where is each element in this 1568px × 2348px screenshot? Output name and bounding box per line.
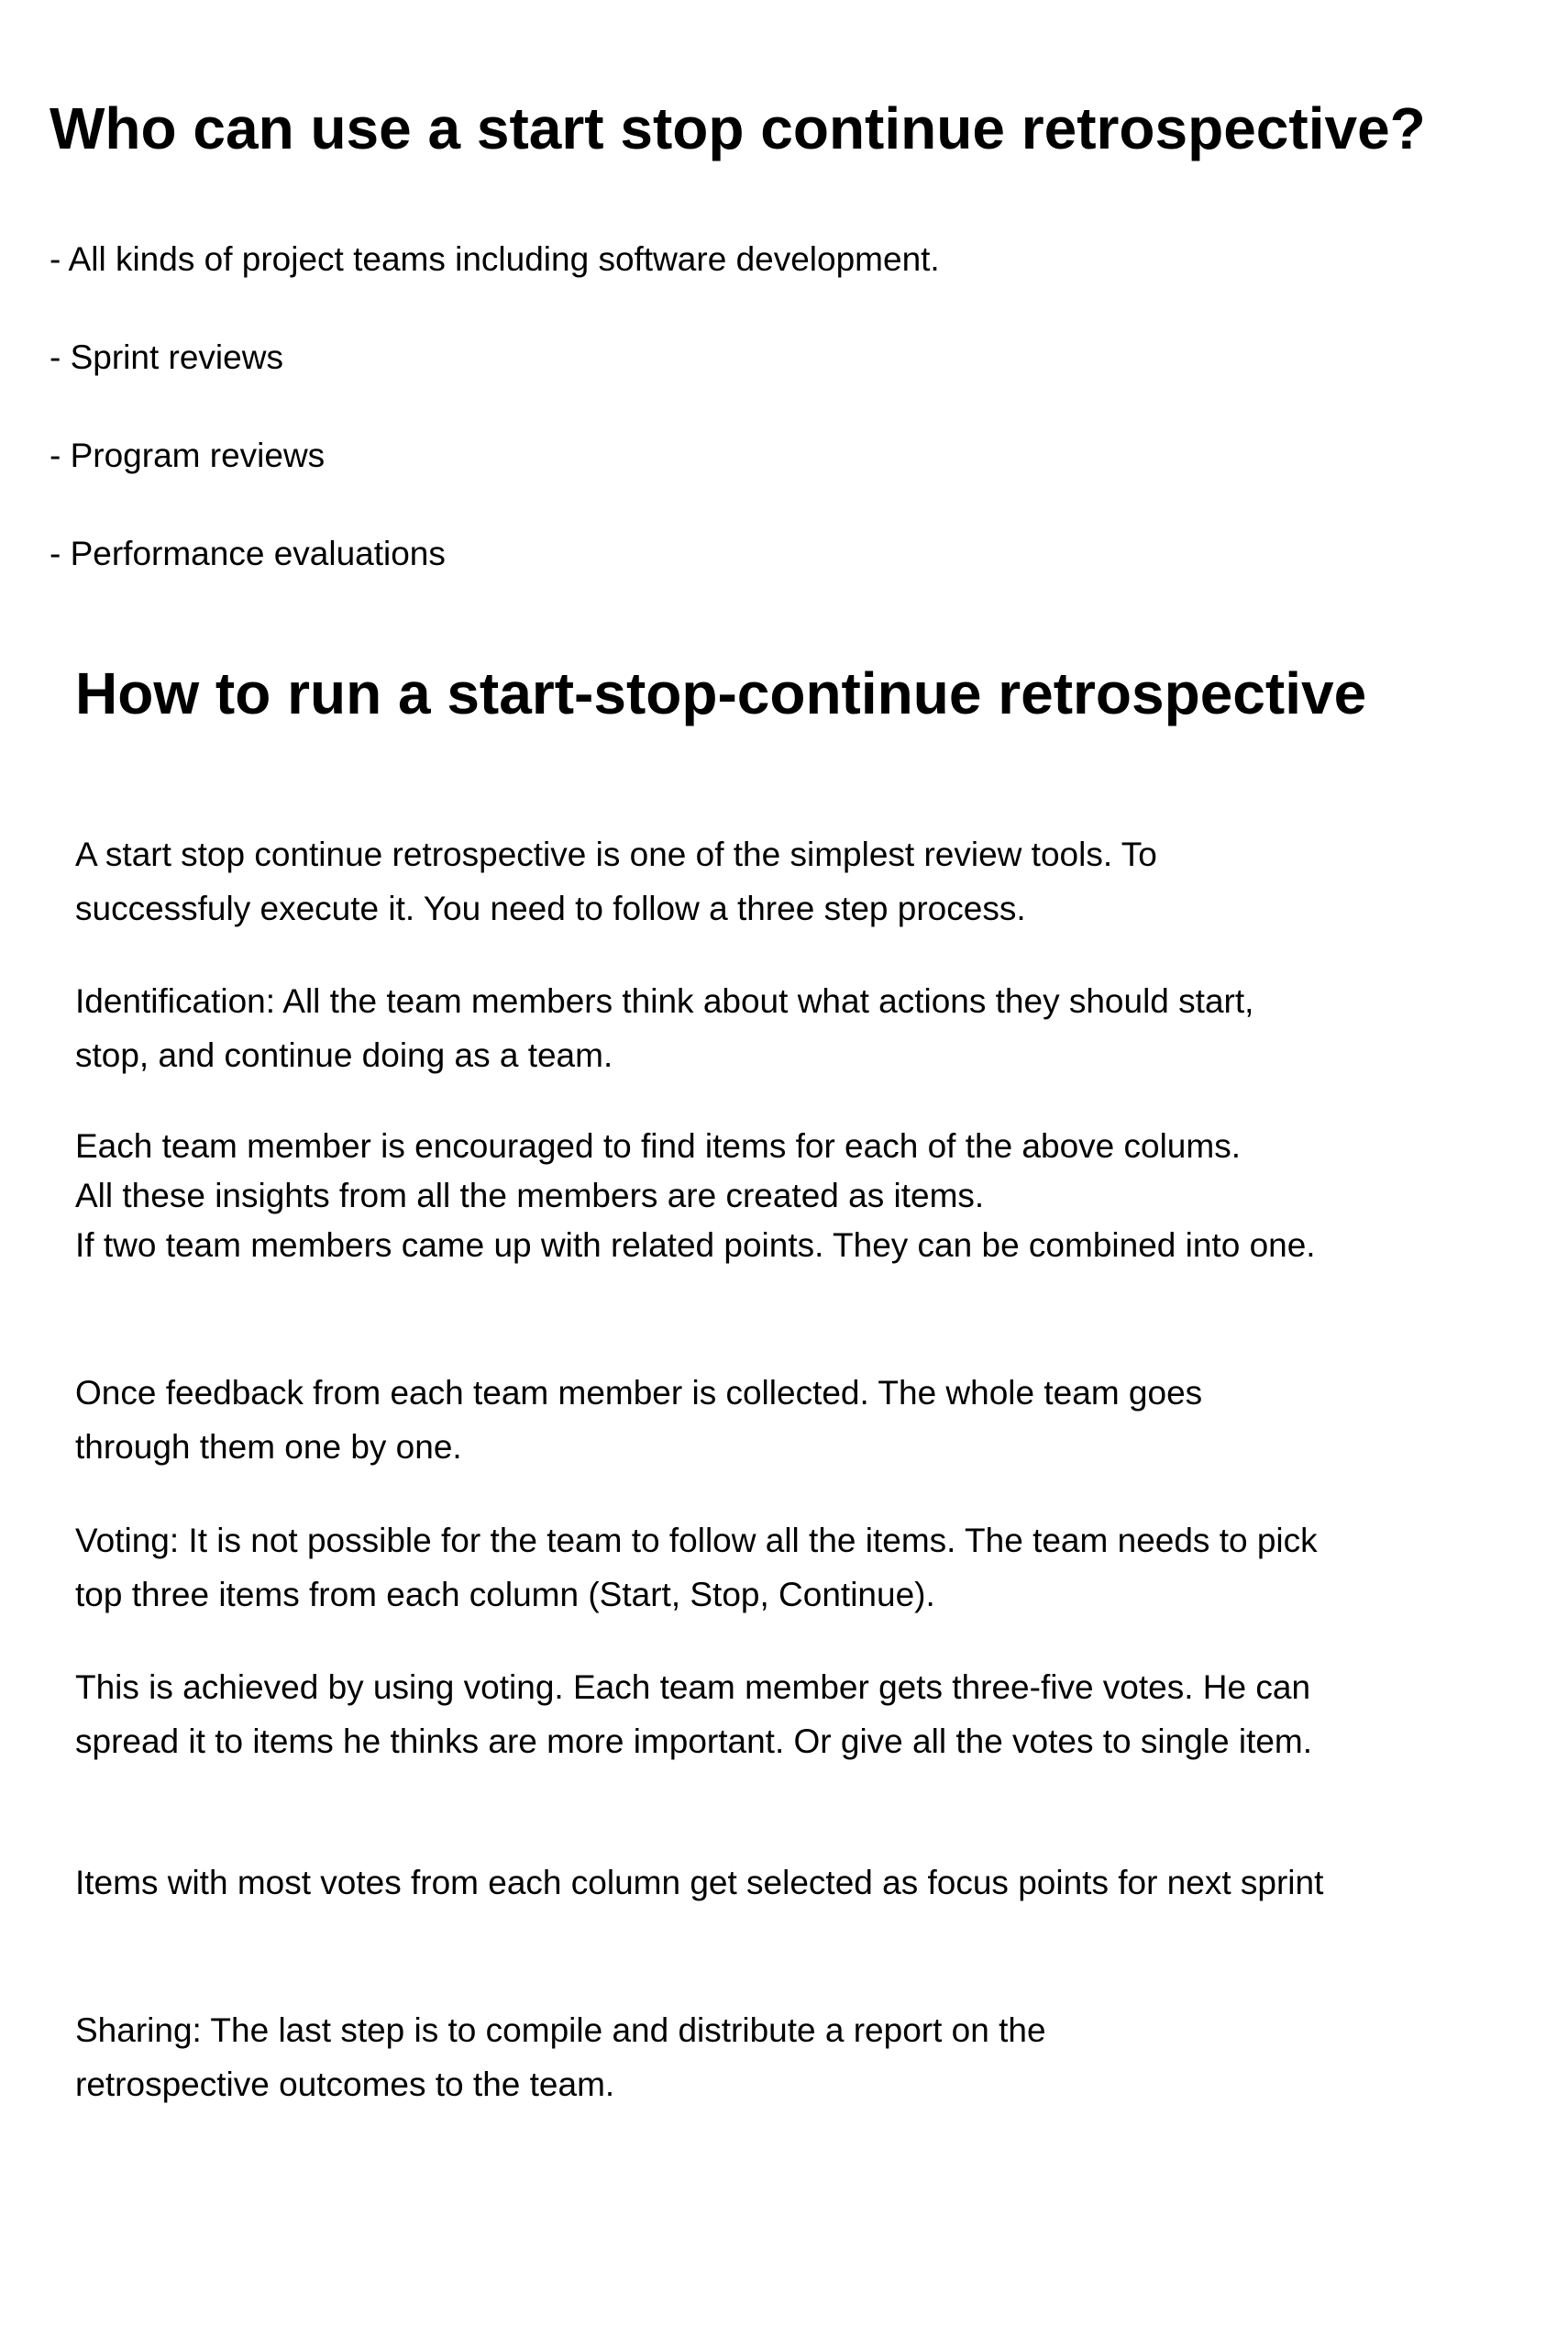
paragraph-line: through them one by one.: [75, 1428, 462, 1466]
paragraph-voting: [75, 1513, 1318, 1622]
section-heading-who-can-use: Who can use a start stop continue retrospective?: [50, 95, 1426, 161]
paragraph-line: All these insights from all the members are created as items.: [75, 1177, 985, 1214]
paragraph-line: stop, and continue doing as a team.: [75, 1036, 613, 1074]
paragraph-most-votes: Items with most votes from each column get selected as focus points for next sprint: [75, 1864, 1324, 1901]
paragraph-line: If two team members came up with related points. They can be combined into one.: [75, 1226, 1316, 1264]
paragraph-line: A start stop continue retrospective is one of the simplest review tools. To: [75, 836, 1157, 873]
paragraph-line: retrospective outcomes to the team.: [75, 2066, 615, 2103]
list-item-program-reviews: - Program reviews: [50, 437, 326, 474]
paragraph-line: This is achieved by using voting. Each team member gets three-five votes. He can: [75, 1668, 1311, 1706]
paragraph-line: Identification: All the team members think about what actions they should start,: [75, 982, 1254, 1020]
paragraph-line: spread it to items he thinks are more important. Or give all the votes to single item.: [75, 1722, 1313, 1760]
list-item-performance-evaluations: - Performance evaluations: [50, 535, 446, 572]
paragraph-line: Sharing: The last step is to compile and distribute a report on the: [75, 2011, 1046, 2049]
paragraph-line: Voting: It is not possible for the team to follow all the items. The team needs to pick: [75, 1522, 1318, 1559]
paragraph-identification: [75, 974, 1253, 1082]
paragraph-intro: [75, 827, 1157, 936]
paragraph-achieved-by-voting: [75, 1660, 1312, 1768]
list-item-project-teams: - All kinds of project teams including software development.: [50, 240, 940, 278]
list-item-sprint-reviews: - Sprint reviews: [50, 338, 283, 376]
paragraph-each-member: [75, 1122, 1316, 1270]
paragraph-once-feedback: [75, 1366, 1202, 1474]
paragraph-line: Once feedback from each team member is collected. The whole team goes: [75, 1374, 1203, 1412]
section-heading-how-to-run: How to run a start-stop-continue retrospective: [75, 660, 1367, 726]
paragraph-line: top three items from each column (Start, Stop, Continue).: [75, 1576, 935, 1613]
paragraph-sharing: [75, 2003, 1046, 2111]
paragraph-line: Each team member is encouraged to find items for each of the above colums.: [75, 1127, 1241, 1165]
paragraph-line: successfuly execute it. You need to follow a three step process.: [75, 890, 1026, 927]
